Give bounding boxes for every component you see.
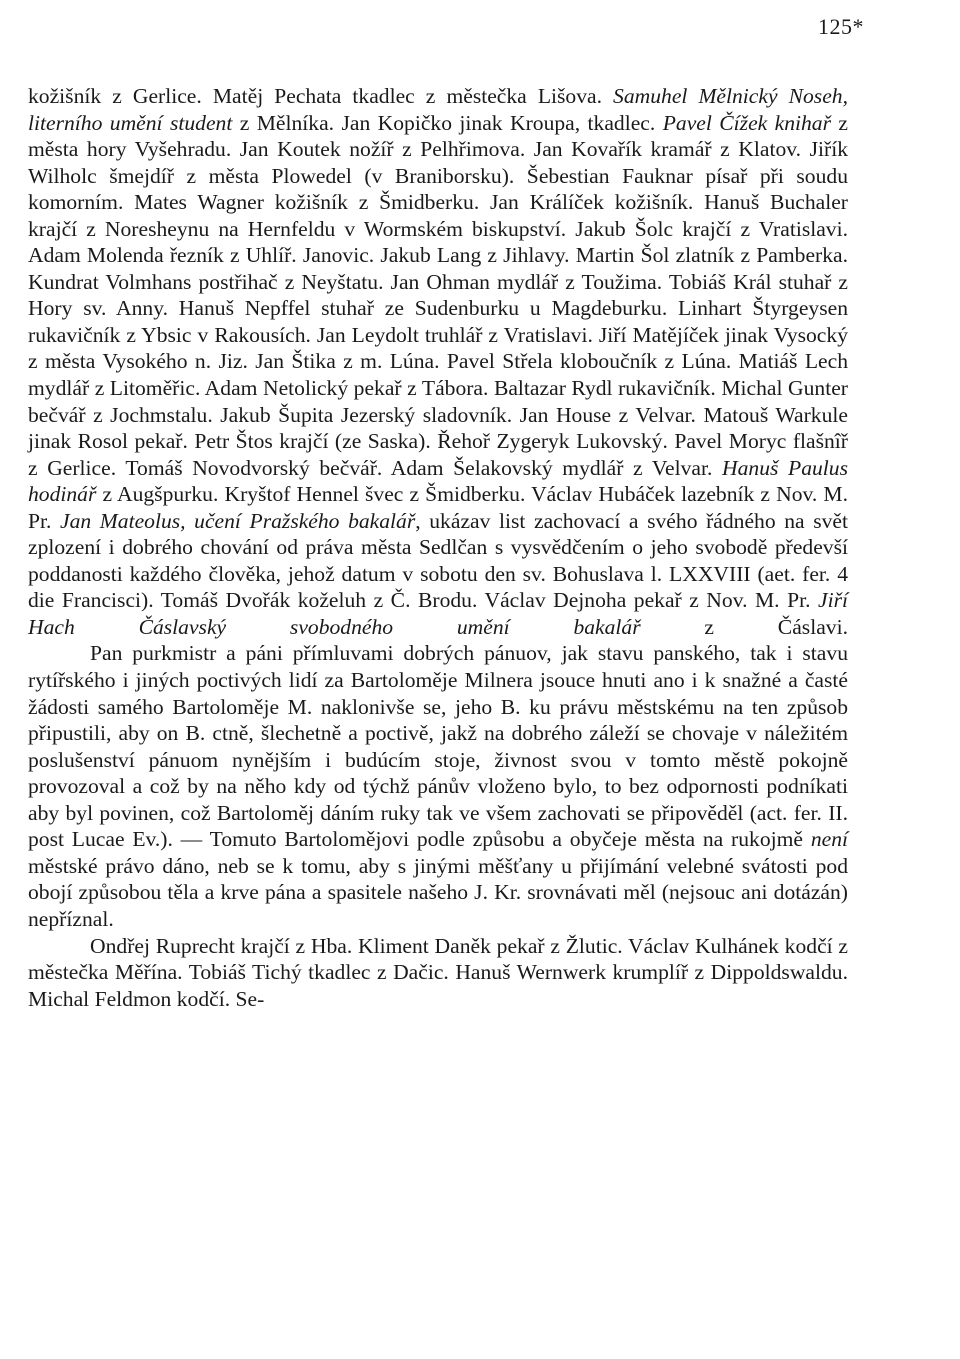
paragraph (28, 933, 848, 1013)
document-body (28, 83, 848, 1012)
paragraph (28, 640, 848, 932)
text-segment: z Čáslavi. (640, 614, 848, 639)
text-segment: z města hory Vyšehradu. Jan Koutek nožíř z Pelhřimova. Jan Kovařík kramář z Klatov. Jiřík Wilholc šmejdíř z města Plowedel (v Braniborsku). Šebestian Fauknar písař při soudu komorním. Mates Wagner kožišník z Šmidberku. Jan Králíček kožišník. Hanuš Buchaler krajčí z Noresheynu na Hernfeldu v Wormském biskupství. Jakub Šolc krajčí z Vratislavi. Adam Molenda řezník z Uhlíř. Janovic. Jakub Lang z Jihlavy. Martin Šol zlatník z Pamberka. Kundrat Volmhans postřihač z Neyštatu. Jan Ohman mydlář z Toužima. Tobiáš Král stuhař z Hory sv. Anny. Hanuš Nepffel stuhař ze Sudenburku u Magdeburku. Linhart Štyrgeysen rukavičník z Ybsic v Rakousích. Jan Leydolt truhlář z Vratislavi. Jiří Matějíček jinak Vysocký z města Vysokého n. Jiz. Jan Štika z m. Lúna. Pavel Střela kloboučník z Lúna. Matiáš Lech mydlář z Litoměřic. Adam Netolický pekař z Tábora. Baltazar Rydl rukavičník. Michal Gunter bečvář z Jochmstalu. Jakub Šupita Jezerský sladovník. Jan House z Velvar. Matouš Warkule jinak Rosol pekař. Petr Štos krajčí (ze Saska). Řehoř Zygeryk Lukovský. Pavel Moryc flašnîř z Gerlice. Tomáš Novodvorský bečvář. Adam Šelakovský mydlář z Velvar. (28, 110, 848, 480)
italic-text-segment: Pavel Čížek knihař (662, 110, 832, 135)
italic-text-segment: Samuhel Mělnický Noseh, literního umění student (28, 84, 848, 135)
text-segment: z Augšpurku. Kryštof Hennel švec z Šmidberku. Václav Hubáček lazebník z Nov. M. Pr. (28, 482, 848, 533)
text-segment: Ondřej Ruprecht krajčí z Hba. Kliment Daněk pekař z Žlutic. Václav Kulhánek kodčí z městečka Měřína. Tobiáš Tichý tkadlec z Dačic. Hanuš Wernwerk krumplíř z Dippoldswaldu. Michal Feldmon kodčí. Se- (28, 933, 848, 1011)
text-segment: z Mělníka. Jan Kopičko jinak Kroupa, tkadlec. (232, 110, 663, 135)
paragraph (28, 83, 848, 640)
text-segment: Pan purkmistr a páni přímluvami dobrých pánuov, jak stavu panského, tak i stavu rytířského i jiných poctivých lidí za Bartoloměje Milnera jsouce hnuti ano i k snažné a časté žádosti samého Bartoloměje M. naklonivše se, jeho B. ku právu městskému na ten způsob připustili, aby on B. ctně, šlechetně a poctivě, jakž na dobrého záleží se chovaje v náležitém poslušenství pánuom nynějším i budúcím stoje, živnost svou v tomto městě pokojně provozoval a což by na něho kdy od týchž pánův vloženo bylo, to bez odpornosti podníkati aby byl povinen, což Bartoloměj dáním ruky tak ve všem zachovati se připověděl (act. fer. II. post Lucae Ev.). — Tomuto Bartolomějovi podle způsobu a obyčeje města na rukojmě (28, 641, 848, 852)
italic-text-segment: Hanuš Paulus hodinář (28, 455, 848, 507)
text-segment: kožišník z Gerlice. Matěj Pechata tkadlec z městečka Lišova. (28, 84, 614, 108)
italic-text-segment: Jan Mateolus, učení Pražského bakalář (60, 508, 416, 533)
italic-text-segment: Jiří Hach Čáslavský svobodného umění bakalář (28, 588, 848, 639)
text-segment: , ukázav list zachovací a svého řádného na svět zplození i dobrého chování od práva města Sedlčan s vysvědčením o jeho svobodě předevší poddanosti každého člověka, jehož datum v sobotu den sv. Bohuslava l. LXXVIII (aet. fer. 4 die Francisci). Tomáš Dvořák koželuh z Č. Brodu. Václav Dejnoha pekař z Nov. M. Pr. (28, 508, 848, 613)
text-segment: městské právo dáno, neb se k tomu, aby s jinými měšťany u přijímání velebné svátosti pod obojí způsobou těla a krve pána a spasitele našeho J. Kr. srovnávati měl (nejsouc ani dotázán) nepříznal. (28, 853, 848, 931)
page-number: 125* (818, 14, 864, 39)
italic-text-segment: není (810, 827, 848, 852)
